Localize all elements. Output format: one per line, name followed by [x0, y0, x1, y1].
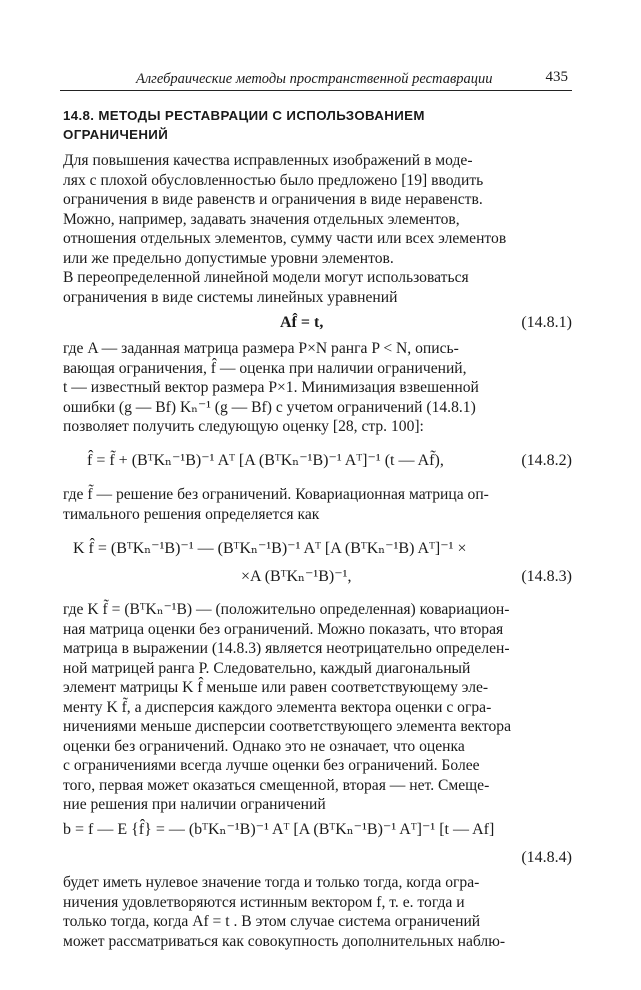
equation-14-8-3-body-line1: K f̂ = (BᵀKₙ⁻¹B)⁻¹ — (BᵀKₙ⁻¹B)⁻¹ Aᵀ [A (BᵀKₙ⁻¹B) Aᵀ]⁻¹ ×	[73, 540, 467, 557]
paragraph-bias: будет иметь нулевое значение тогда и только тогда, когда огра- ничения удовлетворяются истинным вектором f, т. е. тогда и только тогда, когда Af = t . В этом случае система ограничений может рассматриваться как совокупность дополнительных наблю-	[63, 874, 506, 950]
equation-14-8-3-number: (14.8.3)	[521, 568, 572, 585]
equation-14-8-4-number: (14.8.4)	[521, 849, 572, 866]
equation-14-8-2-number: (14.8.2)	[521, 452, 572, 469]
equation-14-8-1-body: Af̂ = t,	[280, 314, 324, 331]
paragraph-intro: Для повышения качества исправленных изображений в моде- лях с плохой обусловленностью было предложено [19] вводить ограничения в виде равенств и ограничения в виде неравенств. Можно, например, задавать значения отдельных элементов, отношения отдельных элементов, сумму части или всех элементов или же предельно допустимые уровни элементов.	[63, 152, 507, 267]
equation-14-8-3-body-line2: ×A (BᵀKₙ⁻¹B)⁻¹,	[241, 568, 352, 585]
page-number: 435	[545, 69, 568, 85]
equation-14-8-1-number: (14.8.1)	[521, 314, 572, 331]
paragraph-definitions: где A — заданная матрица размера P×N ранга P < N, опись- вающая ограничения, f̂ — оценка при наличии ограничений, t — известный вектор размера P×1. Минимизация взвешенной ошибки (g — Bf) Kₙ⁻¹ (g — Bf) с учетом ограничений (14.8.1) позволяет получить следующую оценку [28, стр. 100]:	[63, 340, 479, 435]
paragraph-analysis: где K f̃ = (BᵀKₙ⁻¹B) — (положительно определенная) ковариацион- ная матрица оценки без ограничений. Можно показать, что вторая матрица в выражении (14.8.3) является неотрицательно определен- ной матрицей ранга P. Следовательно, каждый диагональный элемент матрицы K f̂ меньше или равен соответствующему эле- менту K f̃, а дисперсия каждого элемента вектора оценки с огра- ничениями меньше дисперсии соответствующего элемента вектора оценки без ограничений. Однако это не означает, что оценка с ограничениями всегда лучше оценки без ограничений. Более того, первая может оказаться смещенной, вторая — нет. Смеще- ние решения при наличии ограничений	[63, 601, 511, 813]
paragraph-covariance: где f̃ — решение без ограничений. Ковариационная матрица оп- тимального решения определяется как	[63, 486, 489, 523]
running-head-title: Алгебраические методы пространственной реставрации	[136, 71, 493, 87]
equation-14-8-4-body: b = f — E {f̂} = — (bᵀKₙ⁻¹B)⁻¹ Aᵀ [A (BᵀKₙ⁻¹B)⁻¹ Aᵀ]⁻¹ [t — Af]	[63, 821, 495, 838]
section-heading: 14.8. МЕТОДЫ РЕСТАВРАЦИИ С ИСПОЛЬЗОВАНИЕМ ОГРАНИЧЕНИЙ	[63, 108, 425, 142]
running-head	[60, 58, 572, 91]
paragraph-constraints: В переопределенной линейной модели могут использоваться ограничения в виде системы линейных уравнений	[63, 269, 469, 306]
equation-14-8-2-body: f̂ = f̃ + (BᵀKₙ⁻¹B)⁻¹ Aᵀ [A (BᵀKₙ⁻¹B)⁻¹ Aᵀ]⁻¹ (t — Af̃),	[87, 452, 444, 469]
